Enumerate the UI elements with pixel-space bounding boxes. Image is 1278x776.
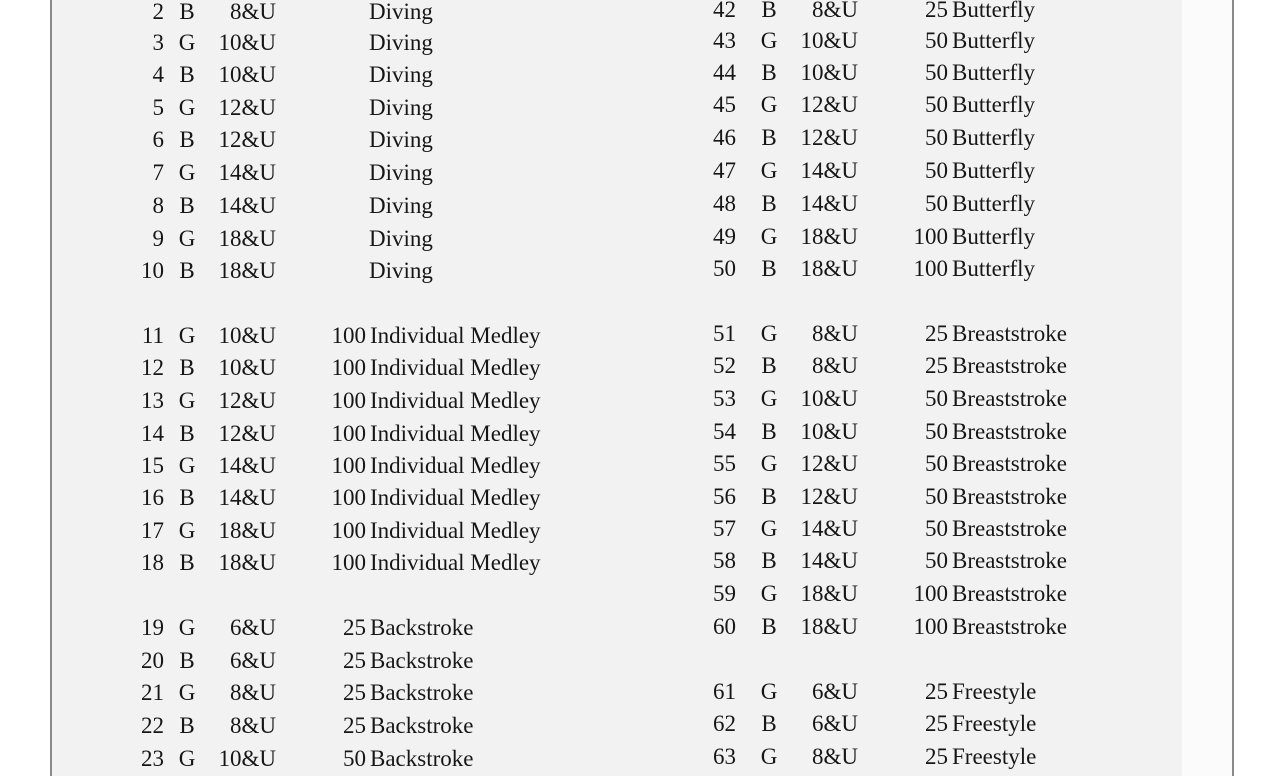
event-age-group: 10&U — [800, 386, 858, 411]
event-number: 48 — [713, 191, 736, 216]
event-number: 52 — [713, 353, 736, 378]
event-stroke: Diving — [369, 193, 433, 218]
event-age-group: 18&U — [218, 550, 276, 575]
event-age-group: 14&U — [800, 158, 858, 183]
event-gender: B — [761, 548, 777, 573]
event-row — [702, 709, 1222, 739]
event-gender: G — [178, 160, 196, 185]
event-gender: G — [178, 615, 196, 640]
event-age-group: 8&U — [812, 0, 858, 22]
event-age-group: 8&U — [812, 321, 858, 346]
event-gender: G — [178, 30, 196, 55]
event-stroke: Diving — [369, 95, 433, 120]
event-stroke: Backstroke — [370, 713, 474, 738]
event-distance: 100 — [913, 581, 948, 606]
event-stroke: Individual Medley — [370, 485, 541, 510]
event-age-group: 6&U — [230, 648, 276, 673]
event-number: 14 — [141, 421, 164, 446]
event-distance: 25 — [343, 713, 366, 738]
event-age-group: 14&U — [218, 193, 276, 218]
event-row — [120, 419, 640, 449]
event-row — [120, 256, 640, 286]
event-distance: 100 — [331, 518, 366, 543]
event-stroke: Butterfly — [952, 224, 1036, 249]
event-row — [702, 26, 1222, 56]
event-age-group: 14&U — [800, 191, 858, 216]
event-age-group: 10&U — [800, 28, 858, 53]
event-stroke: Breaststroke — [952, 484, 1067, 509]
event-number: 60 — [713, 614, 736, 639]
event-age-group: 18&U — [218, 258, 276, 283]
event-distance: 100 — [331, 485, 366, 510]
event-stroke: Breaststroke — [952, 451, 1067, 476]
event-gender: G — [760, 158, 778, 183]
event-distance: 25 — [343, 680, 366, 705]
event-stroke: Butterfly — [952, 28, 1036, 53]
event-age-group: 18&U — [800, 581, 858, 606]
event-number: 43 — [713, 28, 736, 53]
event-stroke: Butterfly — [952, 125, 1036, 150]
event-number: 13 — [141, 388, 164, 413]
event-distance: 25 — [343, 648, 366, 673]
event-stroke: Diving — [369, 226, 433, 251]
event-age-group: 8&U — [812, 353, 858, 378]
event-number: 42 — [713, 0, 736, 22]
event-row — [702, 579, 1222, 609]
event-age-group: 10&U — [800, 60, 858, 85]
event-number: 63 — [713, 744, 736, 769]
event-age-group: 14&U — [218, 453, 276, 478]
event-stroke: Diving — [369, 258, 433, 283]
event-distance: 25 — [925, 353, 948, 378]
event-number: 18 — [141, 550, 164, 575]
event-number: 9 — [152, 226, 164, 251]
event-number: 19 — [141, 615, 164, 640]
event-number: 44 — [713, 60, 736, 85]
event-gender: B — [761, 125, 777, 150]
event-age-group: 10&U — [218, 62, 276, 87]
event-stroke: Breaststroke — [952, 548, 1067, 573]
event-stroke: Breaststroke — [952, 386, 1067, 411]
event-row — [702, 449, 1222, 479]
event-number: 17 — [141, 518, 164, 543]
event-gender: B — [761, 60, 777, 85]
event-number: 4 — [152, 62, 164, 87]
event-gender: B — [179, 0, 195, 24]
event-age-group: 14&U — [800, 516, 858, 541]
event-number: 55 — [713, 451, 736, 476]
event-stroke: Individual Medley — [370, 355, 541, 380]
event-gender: G — [178, 226, 196, 251]
event-distance: 100 — [331, 355, 366, 380]
event-number: 8 — [152, 193, 164, 218]
event-gender: B — [761, 614, 777, 639]
event-row — [702, 351, 1222, 381]
event-row — [702, 514, 1222, 544]
event-age-group: 12&U — [800, 92, 858, 117]
event-distance: 100 — [331, 388, 366, 413]
event-row — [120, 548, 640, 578]
event-row — [120, 678, 640, 708]
event-gender: B — [761, 0, 777, 22]
event-stroke: Breaststroke — [952, 321, 1067, 346]
event-age-group: 6&U — [812, 679, 858, 704]
event-row — [120, 125, 640, 155]
event-number: 57 — [713, 516, 736, 541]
event-row — [702, 546, 1222, 576]
event-stroke: Diving — [369, 127, 433, 152]
event-row — [120, 451, 640, 481]
event-number: 59 — [713, 581, 736, 606]
event-row — [120, 744, 640, 774]
event-number: 53 — [713, 386, 736, 411]
event-gender: B — [179, 421, 195, 446]
event-row — [120, 613, 640, 643]
event-gender: G — [178, 680, 196, 705]
event-stroke: Freestyle — [952, 711, 1037, 736]
event-row — [702, 0, 1222, 25]
event-stroke: Butterfly — [952, 256, 1036, 281]
event-number: 51 — [713, 321, 736, 346]
event-age-group: 10&U — [218, 323, 276, 348]
event-row — [120, 93, 640, 123]
event-age-group: 18&U — [800, 256, 858, 281]
event-number: 6 — [152, 127, 164, 152]
event-number: 61 — [713, 679, 736, 704]
event-gender: B — [761, 256, 777, 281]
event-row — [120, 158, 640, 188]
event-distance: 25 — [925, 679, 948, 704]
event-distance: 50 — [925, 548, 948, 573]
event-stroke: Butterfly — [952, 158, 1036, 183]
event-age-group: 12&U — [800, 484, 858, 509]
event-number: 20 — [141, 648, 164, 673]
event-stroke: Breaststroke — [952, 614, 1067, 639]
event-number: 10 — [141, 258, 164, 283]
event-number: 12 — [141, 355, 164, 380]
event-stroke: Individual Medley — [370, 388, 541, 413]
event-stroke: Butterfly — [952, 0, 1036, 22]
event-number: 2 — [152, 0, 164, 24]
event-gender: G — [760, 581, 778, 606]
event-gender: G — [760, 92, 778, 117]
event-age-group: 18&U — [218, 226, 276, 251]
event-row — [702, 189, 1222, 219]
event-stroke: Diving — [369, 160, 433, 185]
event-distance: 100 — [913, 256, 948, 281]
event-gender: B — [761, 711, 777, 736]
event-gender: B — [179, 193, 195, 218]
event-stroke: Backstroke — [370, 746, 474, 771]
event-gender: G — [178, 518, 196, 543]
event-distance: 50 — [925, 451, 948, 476]
event-gender: B — [179, 713, 195, 738]
event-age-group: 12&U — [218, 95, 276, 120]
event-gender: G — [760, 28, 778, 53]
event-gender: G — [178, 95, 196, 120]
event-distance: 50 — [925, 386, 948, 411]
event-stroke: Butterfly — [952, 60, 1036, 85]
event-gender: B — [179, 648, 195, 673]
event-row — [702, 482, 1222, 512]
event-number: 5 — [152, 95, 164, 120]
event-number: 23 — [141, 746, 164, 771]
event-age-group: 14&U — [800, 548, 858, 573]
event-row — [702, 222, 1222, 252]
event-row — [120, 646, 640, 676]
event-number: 7 — [152, 160, 164, 185]
event-number: 11 — [141, 323, 164, 348]
event-stroke: Individual Medley — [370, 323, 541, 348]
event-number: 3 — [152, 30, 164, 55]
event-row — [120, 483, 640, 513]
event-number: 62 — [713, 711, 736, 736]
event-row — [702, 384, 1222, 414]
event-number: 45 — [713, 92, 736, 117]
event-row — [702, 123, 1222, 153]
event-row — [120, 0, 640, 27]
event-number: 22 — [141, 713, 164, 738]
event-stroke: Backstroke — [370, 680, 474, 705]
event-gender: G — [760, 321, 778, 346]
event-distance: 100 — [331, 550, 366, 575]
event-row — [702, 417, 1222, 447]
event-distance: 100 — [913, 614, 948, 639]
event-row — [702, 612, 1222, 642]
event-stroke: Diving — [369, 0, 433, 24]
event-gender: B — [761, 353, 777, 378]
event-stroke: Breaststroke — [952, 353, 1067, 378]
event-gender: G — [178, 323, 196, 348]
event-age-group: 12&U — [218, 127, 276, 152]
event-distance: 50 — [343, 746, 366, 771]
event-stroke: Individual Medley — [370, 518, 541, 543]
event-row — [120, 353, 640, 383]
event-age-group: 10&U — [218, 746, 276, 771]
event-distance: 50 — [925, 191, 948, 216]
event-stroke: Freestyle — [952, 679, 1037, 704]
event-number: 21 — [141, 680, 164, 705]
event-distance: 25 — [925, 744, 948, 769]
event-stroke: Butterfly — [952, 191, 1036, 216]
event-age-group: 8&U — [230, 0, 276, 24]
event-stroke: Diving — [369, 30, 433, 55]
event-age-group: 14&U — [218, 160, 276, 185]
event-age-group: 12&U — [800, 451, 858, 476]
event-gender: B — [761, 484, 777, 509]
event-distance: 50 — [925, 28, 948, 53]
event-distance: 50 — [925, 158, 948, 183]
event-gender: G — [760, 679, 778, 704]
event-number: 54 — [713, 419, 736, 444]
event-number: 49 — [713, 224, 736, 249]
event-stroke: Breaststroke — [952, 419, 1067, 444]
event-row — [702, 90, 1222, 120]
event-stroke: Diving — [369, 62, 433, 87]
event-number: 58 — [713, 548, 736, 573]
event-gender: B — [179, 355, 195, 380]
event-gender: G — [760, 451, 778, 476]
event-gender: G — [760, 386, 778, 411]
event-gender: G — [178, 746, 196, 771]
event-row — [702, 677, 1222, 707]
event-row — [120, 386, 640, 416]
event-row — [120, 28, 640, 58]
event-row — [702, 319, 1222, 349]
event-row — [702, 742, 1222, 772]
event-distance: 25 — [925, 321, 948, 346]
event-number: 16 — [141, 485, 164, 510]
event-stroke: Backstroke — [370, 615, 474, 640]
event-list-sheet — [50, 0, 1234, 776]
event-stroke: Individual Medley — [370, 421, 541, 446]
event-gender: B — [179, 127, 195, 152]
event-age-group: 8&U — [230, 680, 276, 705]
event-row — [120, 711, 640, 741]
event-age-group: 10&U — [218, 30, 276, 55]
event-stroke: Freestyle — [952, 744, 1037, 769]
event-age-group: 14&U — [218, 485, 276, 510]
event-distance: 50 — [925, 60, 948, 85]
event-row — [702, 58, 1222, 88]
event-age-group: 10&U — [800, 419, 858, 444]
event-age-group: 12&U — [218, 388, 276, 413]
event-row — [120, 224, 640, 254]
event-distance: 100 — [331, 421, 366, 446]
event-age-group: 18&U — [800, 614, 858, 639]
event-row — [120, 516, 640, 546]
event-stroke: Breaststroke — [952, 581, 1067, 606]
event-distance: 50 — [925, 92, 948, 117]
event-row — [702, 254, 1222, 284]
event-row — [120, 60, 640, 90]
event-number: 56 — [713, 484, 736, 509]
event-distance: 25 — [343, 615, 366, 640]
event-distance: 50 — [925, 125, 948, 150]
event-age-group: 8&U — [230, 713, 276, 738]
event-age-group: 6&U — [812, 711, 858, 736]
event-stroke: Individual Medley — [370, 550, 541, 575]
event-gender: G — [178, 388, 196, 413]
event-number: 47 — [713, 158, 736, 183]
event-stroke: Breaststroke — [952, 516, 1067, 541]
event-distance: 100 — [331, 453, 366, 478]
event-age-group: 12&U — [800, 125, 858, 150]
event-gender: G — [760, 744, 778, 769]
event-age-group: 6&U — [230, 615, 276, 640]
event-gender: B — [179, 485, 195, 510]
event-row — [120, 321, 640, 351]
event-gender: G — [760, 516, 778, 541]
event-gender: G — [178, 453, 196, 478]
event-distance: 50 — [925, 484, 948, 509]
event-stroke: Butterfly — [952, 92, 1036, 117]
event-row — [120, 191, 640, 221]
event-age-group: 8&U — [812, 744, 858, 769]
event-gender: B — [761, 419, 777, 444]
event-stroke: Backstroke — [370, 648, 474, 673]
event-number: 46 — [713, 125, 736, 150]
event-distance: 100 — [913, 224, 948, 249]
event-distance: 25 — [925, 711, 948, 736]
event-stroke: Individual Medley — [370, 453, 541, 478]
event-row — [702, 156, 1222, 186]
event-distance: 25 — [925, 0, 948, 22]
event-gender: G — [760, 224, 778, 249]
event-age-group: 18&U — [800, 224, 858, 249]
event-number: 15 — [141, 453, 164, 478]
event-number: 50 — [713, 256, 736, 281]
event-gender: B — [179, 258, 195, 283]
event-age-group: 18&U — [218, 518, 276, 543]
event-gender: B — [179, 550, 195, 575]
event-age-group: 12&U — [218, 421, 276, 446]
event-gender: B — [761, 191, 777, 216]
event-distance: 50 — [925, 419, 948, 444]
event-distance: 50 — [925, 516, 948, 541]
event-distance: 100 — [331, 323, 366, 348]
event-gender: B — [179, 62, 195, 87]
event-age-group: 10&U — [218, 355, 276, 380]
